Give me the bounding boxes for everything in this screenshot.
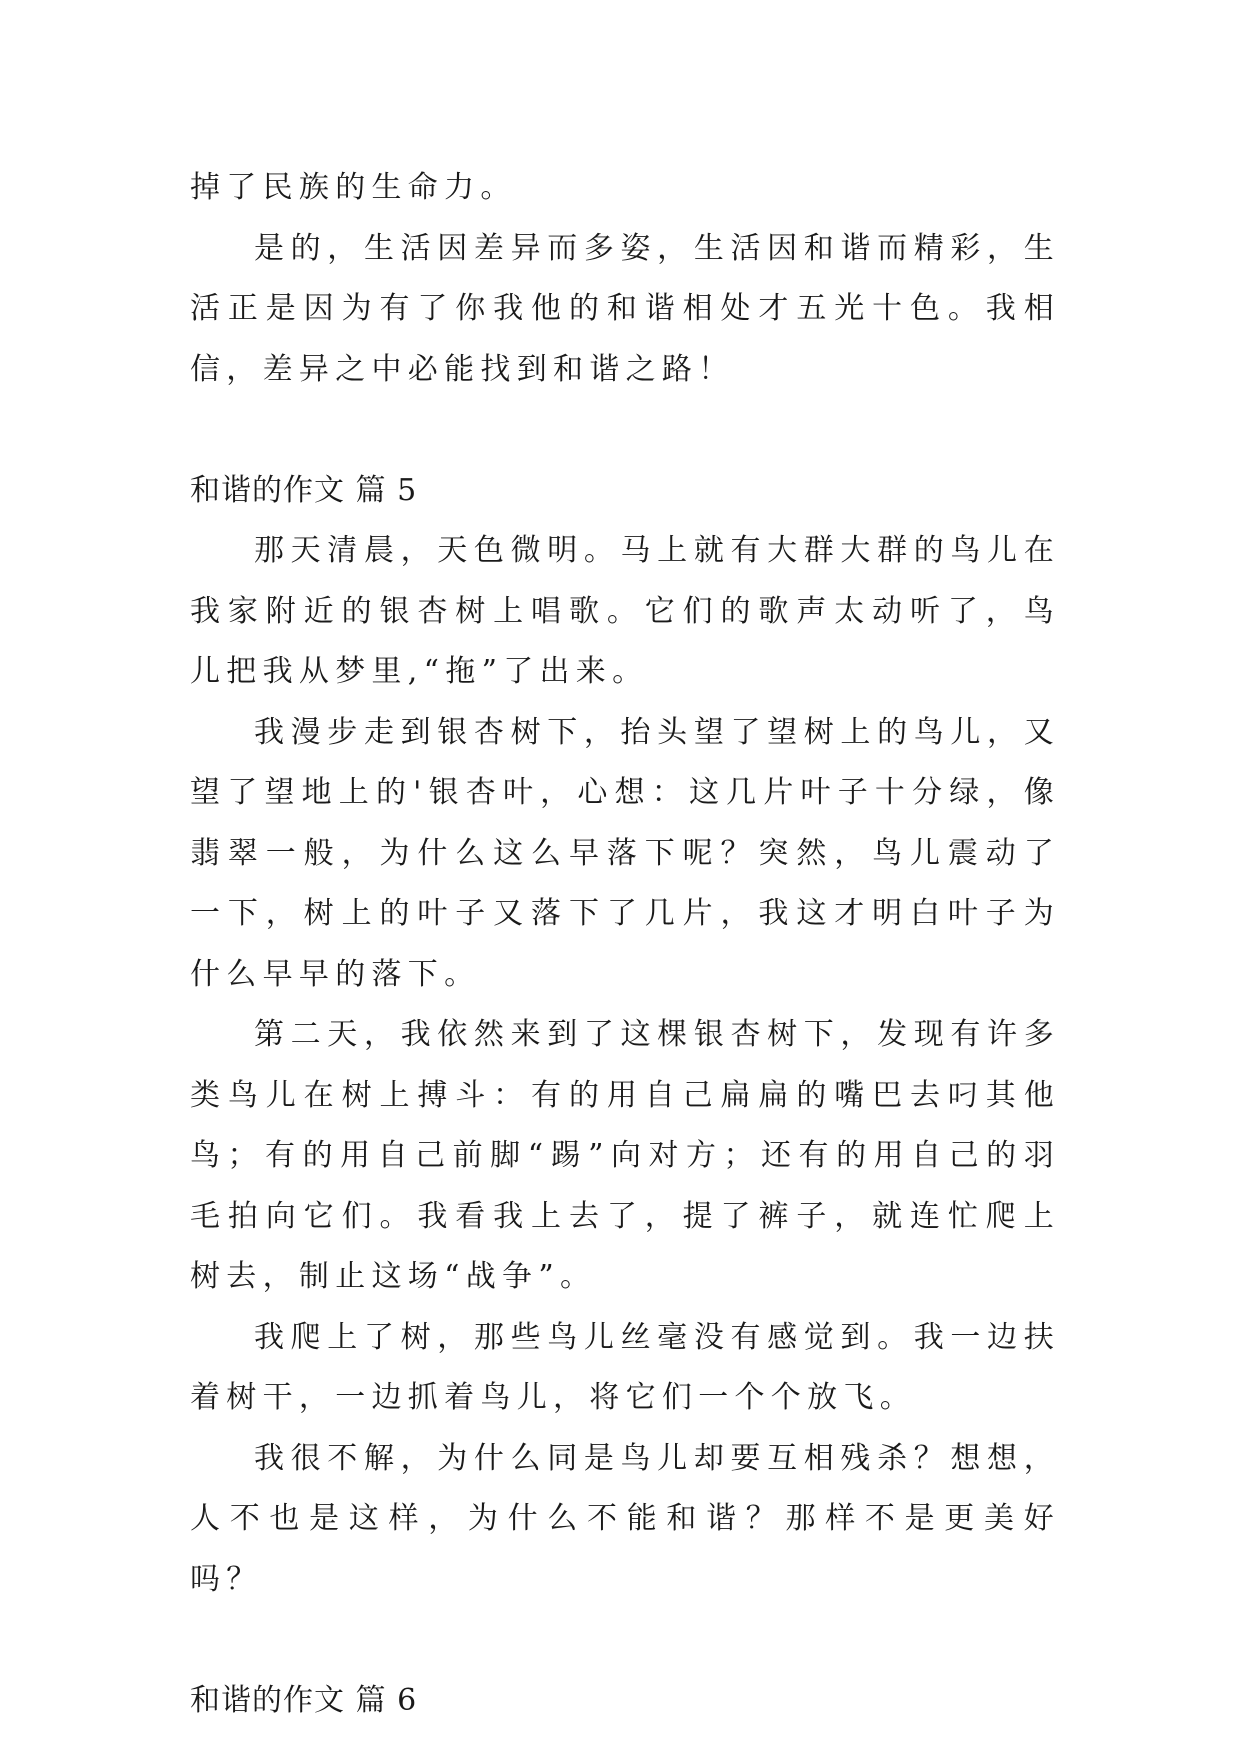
- paragraph: 第二天，我依然来到了这棵银杏树下，发现有许多类鸟儿在树上搏斗：有的用自己扁扁的嘴巴去叼其他鸟；有的用自己前脚“踢”向对方；还有的用自己的羽毛拍向它们。我看我上去了，提了裤子，就连忙爬上树去，制止这场“战争”。: [190, 1017, 1060, 1294]
- section-gap: [190, 400, 1060, 461]
- paragraph: 我很不解，为什么同是鸟儿却要互相残杀？想想，人不也是这样，为什么不能和谐？那样不是更美好吗？: [190, 1440, 1060, 1597]
- section-heading-6: 和谐的作文 篇 6: [190, 1682, 418, 1718]
- paragraph: 那天清晨，天色微明。马上就有大群大群的鸟儿在我家附近的银杏树上唱歌。它们的歌声太动听了，鸟儿把我从梦里,“拖”了出来。: [190, 533, 1060, 689]
- paragraph-conclusion: 是的，生活因差异而多姿，生活因和谐而精彩，生活正是因为有了你我他的和谐相处才五光十色。我相信，差异之中必能找到和谐之路！: [190, 230, 1060, 387]
- paragraph-continued: 掉了民族的生命力。: [190, 170, 517, 205]
- section-heading-5: 和谐的作文 篇 5: [190, 472, 418, 508]
- paragraph: 我漫步走到银杏树下，抬头望了望树上的鸟儿，又望了望地上的'银杏叶，心想：这几片叶子十分绿，像翡翠一般，为什么这么早落下呢？突然，鸟儿震动了一下，树上的叶子又落下了几片，我这才明白叶子为什么早早的落下。: [190, 714, 1060, 992]
- section-gap: [190, 1610, 1060, 1671]
- paragraph: 我爬上了树，那些鸟儿丝毫没有感觉到。我一边扶着树干，一边抓着鸟儿，将它们一个个放飞。: [190, 1319, 1060, 1415]
- document-body: [190, 158, 1060, 1731]
